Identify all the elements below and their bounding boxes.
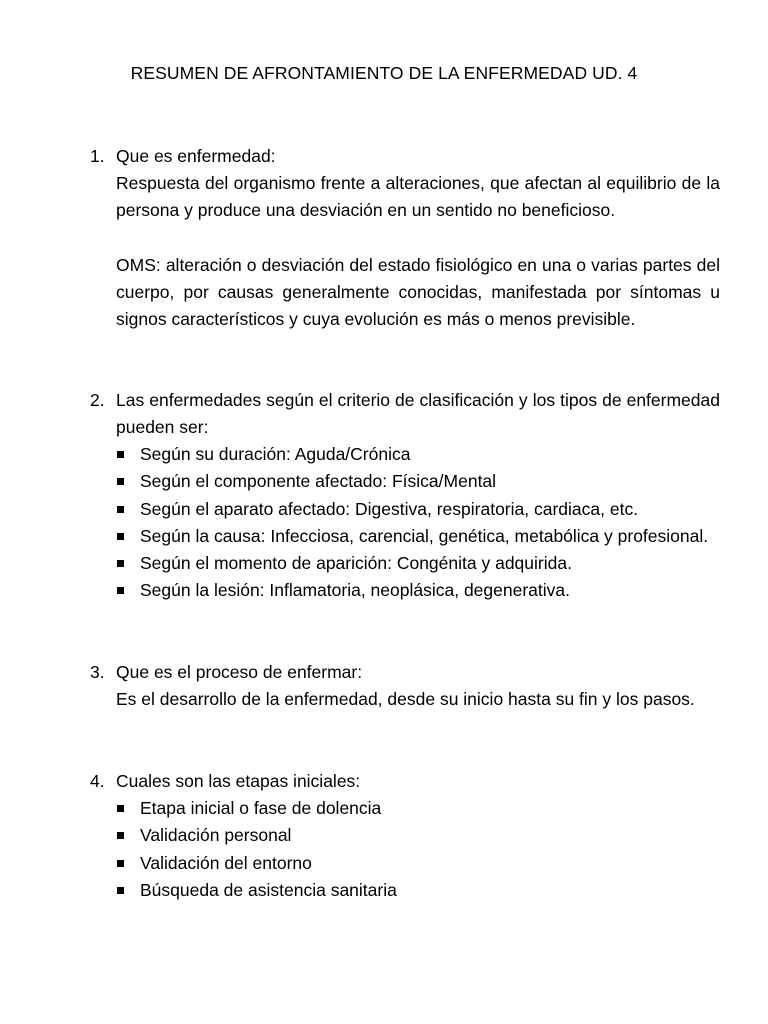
list-item-text: Según el momento de aparición: Congénita y adquirida.: [140, 553, 572, 574]
section-number: 4.: [90, 771, 105, 791]
list-item: [116, 877, 720, 904]
stages-list: [90, 795, 720, 904]
square-bullet-icon: [117, 451, 124, 458]
section-heading: [90, 387, 720, 441]
list-item-text: Validación del entorno: [140, 852, 312, 873]
process-paragraph: Es el desarrollo de la enfermedad, desde su inicio hasta su fin y los pasos.: [116, 689, 695, 709]
list-item-text: Etapa inicial o fase de dolencia: [140, 798, 382, 818]
list-item: [116, 523, 720, 550]
section-4: [90, 768, 720, 904]
section-heading: [90, 143, 720, 170]
section-number: 2.: [90, 390, 105, 410]
list-item-text: Según su duración: Aguda/Crónica: [140, 444, 411, 464]
list-item: [116, 850, 720, 877]
list-item: [116, 550, 720, 577]
section-2: [90, 387, 720, 605]
square-bullet-icon: [117, 478, 124, 485]
section-heading-text: Las enfermedades según el criterio de clasificación y los tipos de enfermedad pueden ser:: [116, 390, 720, 437]
square-bullet-icon: [117, 860, 124, 867]
list-item-text: Según el aparato afectado: Digestiva, respiratoria, cardiaca, etc.: [140, 498, 639, 519]
section-heading: [90, 768, 720, 795]
list-item: [116, 496, 720, 523]
list-item-text: Según la lesión: Inflamatoria, neoplásica, degenerativa.: [140, 580, 570, 601]
section-heading-text: Que es enfermedad:: [116, 146, 276, 166]
section-number: 3.: [90, 662, 105, 682]
list-item-text: Validación personal: [140, 825, 292, 846]
square-bullet-icon: [117, 506, 124, 513]
list-item: [116, 441, 720, 468]
square-bullet-icon: [117, 533, 124, 540]
list-item-text: Según el componente afectado: Física/Mental: [140, 471, 497, 492]
list-item: [116, 468, 720, 495]
section-1: [90, 143, 720, 333]
list-item-text: Según la causa: Infecciosa, carencial, genética, metabólica y profesional.: [140, 525, 709, 546]
list-item: [116, 822, 720, 849]
section-3: [90, 659, 720, 713]
document-title: RESUMEN DE AFRONTAMIENTO DE LA ENFERMEDAD UD. 4: [130, 63, 638, 83]
oms-paragraph: OMS: alteración o desviación del estado fisiológico en una o varias partes del cuerpo, por causas generalmente conocidas, manifestada por síntomas u signos característicos y cuya evolución es más o menos previsible.: [116, 254, 720, 330]
section-number: 1.: [90, 146, 105, 166]
square-bullet-icon: [117, 887, 124, 894]
square-bullet-icon: [117, 560, 124, 567]
list-item-text: Búsqueda de asistencia sanitaria: [140, 879, 397, 900]
square-bullet-icon: [117, 805, 124, 812]
classification-list: [90, 441, 720, 605]
square-bullet-icon: [117, 832, 124, 839]
list-item: [116, 577, 720, 604]
definition-paragraph: Respuesta del organismo frente a alteraciones, que afectan al equilibrio de la persona y produce una desviación en un sentido no beneficioso.: [116, 173, 720, 221]
section-heading: [90, 659, 720, 686]
list-item: [116, 795, 720, 822]
section-heading-text: Que es el proceso de enfermar:: [116, 662, 363, 682]
section-heading-text: Cuales son las etapas iniciales:: [116, 771, 361, 791]
square-bullet-icon: [117, 587, 124, 594]
